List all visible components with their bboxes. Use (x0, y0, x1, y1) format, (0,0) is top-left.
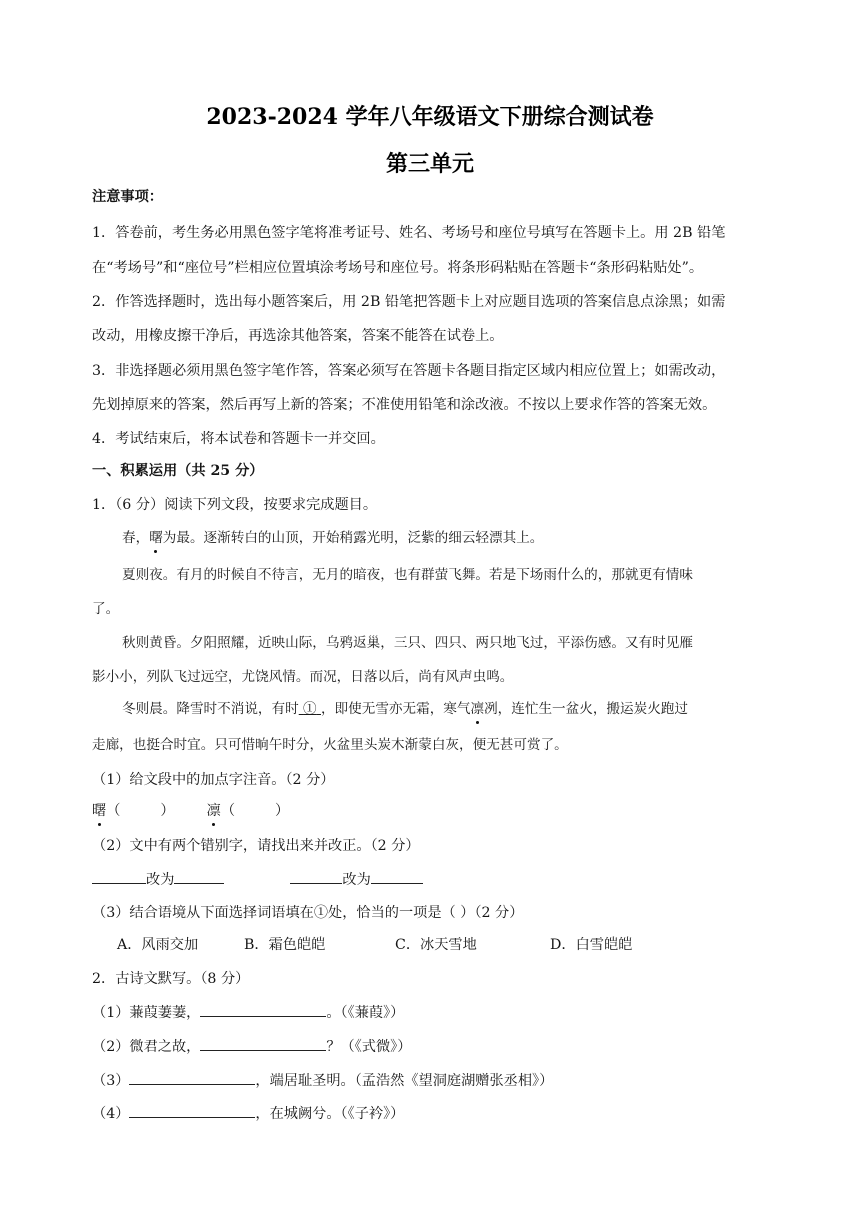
dotted-char-lin: 凛 (470, 701, 485, 717)
recitation-line-1: （1）蒹葭萋萋， 。（《蒹葭》） (92, 1002, 772, 1023)
notice-item-1a: 1．答卷前，考生务必用黑色签字笔将准考证号、姓名、考场号和座位号填写在答题卡上。用 2B 铅笔 (92, 225, 726, 241)
pinyin-char-shu: 曙 (92, 803, 107, 819)
option-c[interactable]: C．冰天雪地 (395, 937, 477, 953)
recitation-line-3: （3） ，端居耻圣明。（孟浩然《望洞庭湖赠张丞相》） (92, 1070, 772, 1091)
sub-question-3: （3）结合语境从下面选择词语填在①处，恰当的一项是（ ）（2 分） (92, 905, 524, 921)
dotted-char-shu: 曙 (149, 530, 163, 546)
notice-item-1b: 在“考场号”和“座位号”栏相应位置填涂考场号和座位号。将条形码粘贴在答题卡“条形码粘贴处”。 (92, 260, 704, 276)
correct-char-blank-1[interactable] (174, 869, 224, 884)
recitation-line-2: （2）微君之故， ？（《式微》） (92, 1036, 772, 1057)
wrong-char-blank-2[interactable] (290, 869, 342, 884)
choice-options-row (117, 935, 797, 955)
passage-paragraph-spring: 春，曙为最。逐渐转白的山顶，开始稍露光明，泛紫的细云轻漂其上。 (122, 530, 544, 546)
exam-title: 2023-2024 学年八年级语文下册综合测试卷 (206, 104, 654, 130)
passage-paragraph-autumn-b: 影小小，列队飞过远空，尤饶风情。而况，日落以后，尚有风声虫鸣。 (92, 669, 514, 685)
question-2-stem: 2．古诗文默写。（8 分） (92, 971, 250, 987)
section-heading: 一、积累运用（共 25 分） (92, 463, 264, 479)
passage-paragraph-winter-a: 冬则晨。降雪时不消说，有时 ① ，即使无雪亦无霜，寒气凛冽，连忙生一盆火，搬运炭火跑过 (122, 701, 688, 717)
passage-paragraph-summer-a: 夏则夜。有月的时候自不待言，无月的暗夜，也有群萤飞舞。若是下场雨什么的，那就更有情味 (122, 567, 693, 583)
passage-paragraph-summer-b: 了。 (92, 601, 120, 617)
recitation-blank-4[interactable] (129, 1103, 255, 1118)
question-1-stem: 1．（6 分）阅读下列文段，按要求完成题目。 (92, 497, 378, 513)
unit-subtitle: 第三单元 (385, 151, 474, 177)
notice-item-2b: 改动，用橡皮擦干净后，再选涂其他答案，答案不能答在试卷上。 (92, 328, 504, 344)
passage-paragraph-autumn-a: 秋则黄昏。夕阳照耀，近映山际，乌鸦返巢，三只、四只、两只地飞过，平添伤感。又有时见雁 (122, 635, 693, 651)
correct-char-blank-2[interactable] (371, 869, 423, 884)
option-b[interactable]: B．霜色皑皑 (244, 937, 326, 953)
passage-paragraph-winter-b: 走廊，也挺合时宜。只可惜晌午时分，火盆里头炭木渐蒙白灰，便无甚可赏了。 (92, 737, 568, 753)
sub-question-2: （2）文中有两个错别字，请找出来并改正。（2 分） (92, 838, 420, 854)
recitation-line-4: （4） ，在城阙兮。（《子衿》） (92, 1103, 772, 1124)
recitation-blank-2[interactable] (200, 1036, 326, 1051)
notice-heading: 注意事项： (92, 189, 163, 205)
notice-item-3b: 先划掉原来的答案，然后再写上新的答案；不准使用铅笔和涂改液。不按以上要求作答的答案无效。 (92, 397, 717, 413)
sub-question-1: （1）给文段中的加点字注音。（2 分） (92, 772, 335, 788)
correction-answer-row: 改为 改为 (92, 869, 772, 890)
recitation-blank-1[interactable] (200, 1002, 326, 1017)
recitation-blank-3[interactable] (129, 1070, 255, 1085)
pinyin-answer-row: 曙（ ） 凛（ ） (92, 803, 290, 819)
option-a[interactable]: A．风雨交加 (117, 937, 199, 953)
wrong-char-blank-1[interactable] (92, 869, 146, 884)
notice-item-4: 4．考试结束后，将本试卷和答题卡一并交回。 (92, 431, 385, 447)
option-d[interactable]: D．白雪皑皑 (550, 937, 633, 953)
notice-item-2a: 2．作答选择题时，选出每小题答案后，用 2B 铅笔把答题卡上对应题目选项的答案信息点涂黑；如需 (92, 294, 726, 310)
pinyin-char-lin: 凛 (206, 803, 221, 819)
blank-marker-1: ① (303, 701, 317, 717)
notice-item-3a: 3．非选择题必须用黑色签字笔作答，答案必须写在答题卡各题目指定区域内相应位置上；如需改动， (92, 363, 726, 379)
